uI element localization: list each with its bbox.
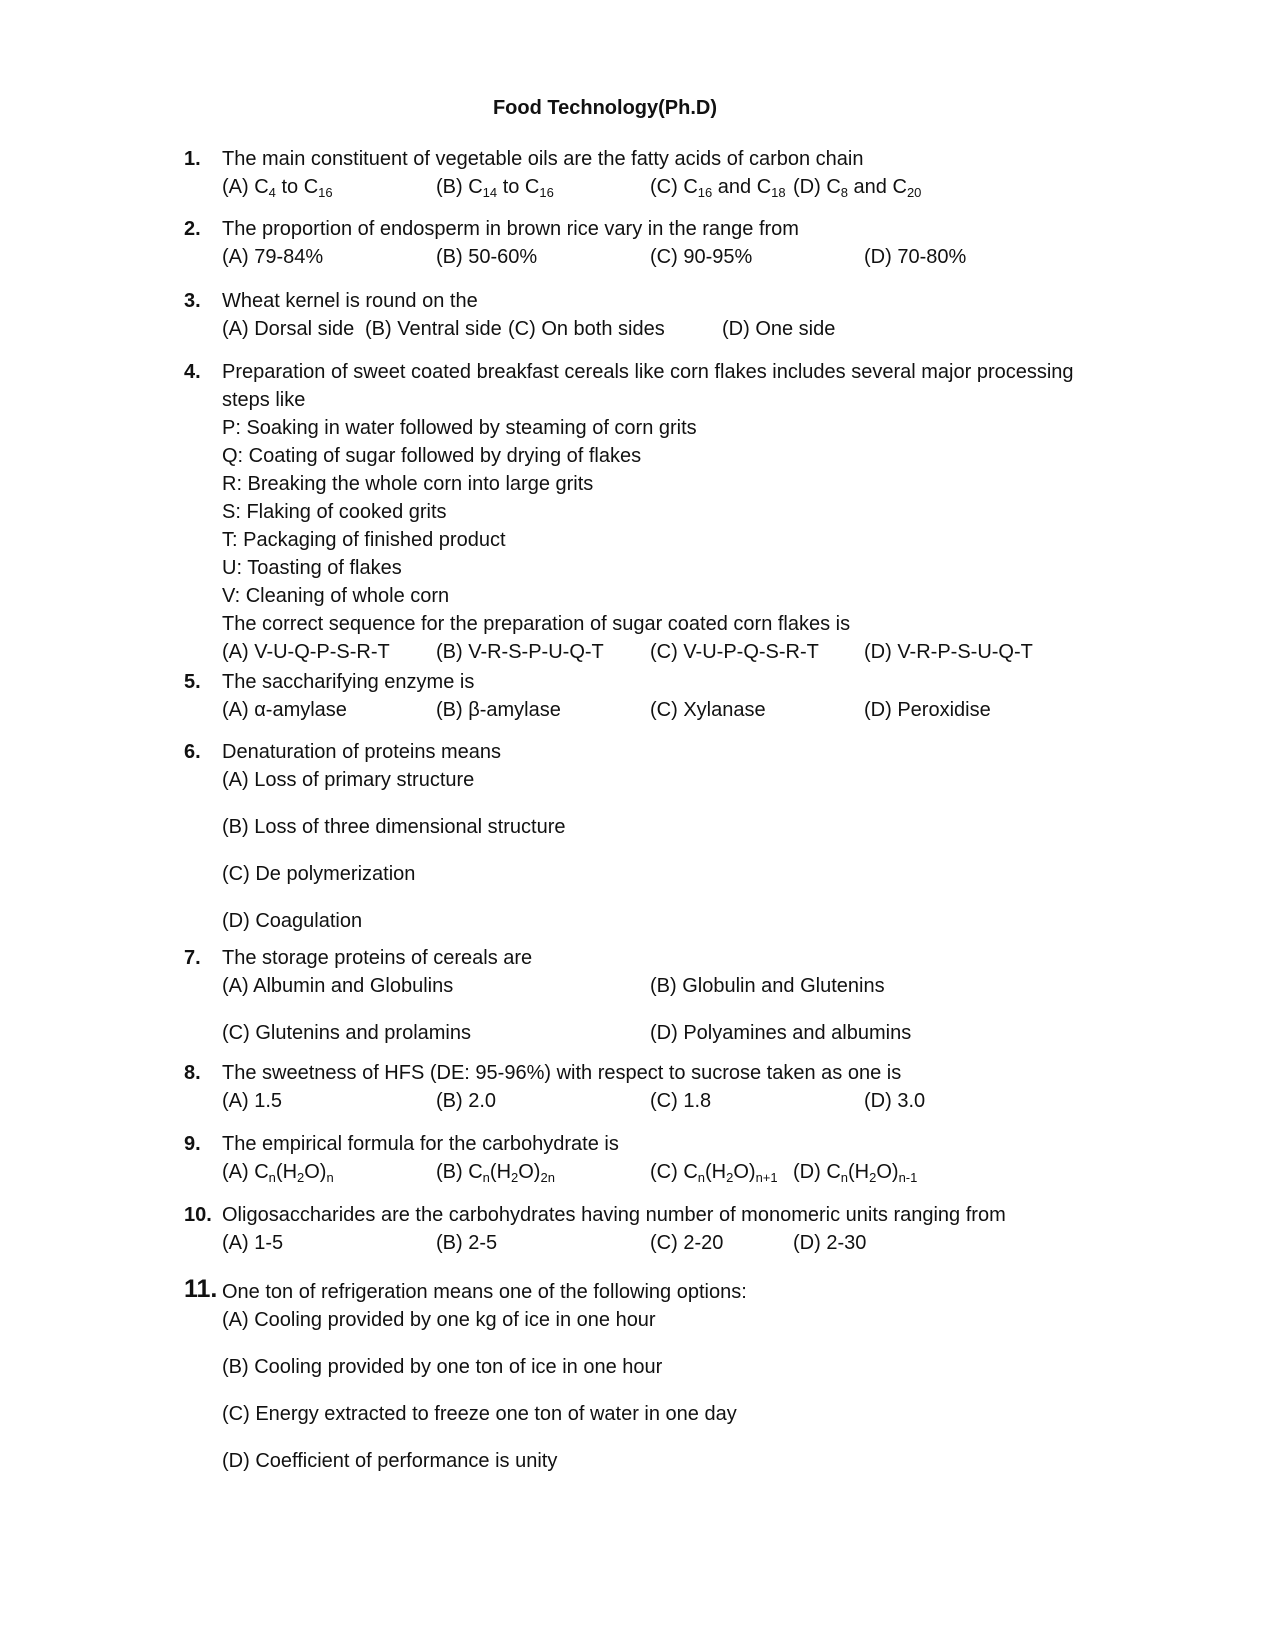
question-2 — [184, 215, 1134, 271]
question-stem: The proportion of endosperm in brown rice vary in the range from — [222, 218, 799, 240]
question-1 — [184, 145, 1134, 201]
question-stem: One ton of refrigeration means one of the following options: — [222, 1281, 747, 1303]
question-stem: Denaturation of proteins means — [222, 741, 502, 763]
step-q: Q: Coating of sugar followed by drying of flakes — [222, 445, 642, 467]
option-d: (D) 2-30 — [793, 1232, 867, 1254]
question-number: 6. — [184, 741, 201, 763]
option-c: (C) Glutenins and prolamins — [222, 1022, 471, 1044]
question-number: 8. — [184, 1062, 201, 1084]
question-number: 5. — [184, 671, 201, 693]
step-t: T: Packaging of finished product — [222, 529, 506, 551]
question-stem: The storage proteins of cereals are — [222, 947, 533, 969]
option-c: (C) 2-20 — [650, 1232, 724, 1254]
step-u: U: Toasting of flakes — [222, 557, 402, 579]
question-stem: The empirical formula for the carbohydrate is — [222, 1133, 619, 1155]
question-number: 10. — [184, 1204, 212, 1226]
question-number: 4. — [184, 361, 201, 383]
option-d: (D) Coagulation — [222, 910, 363, 932]
option-a: (A) $C_4$ to $C_{16}$ — [222, 176, 333, 200]
option-b: (B) $C_n(H_2O)_{2n}$ — [436, 1161, 555, 1185]
option-a: (A) Cooling provided by one kg of ice in one hour — [222, 1309, 656, 1331]
option-b: (B) β-amylase — [436, 699, 561, 721]
option-c: (C) De polymerization — [222, 863, 416, 885]
step-p: P: Soaking in water followed by steaming of corn grits — [222, 417, 697, 439]
option-c: (C) $C_{16}$ and $C_{18}$ — [650, 176, 786, 200]
option-c: (C) V-U-P-Q-S-R-T — [650, 641, 819, 663]
step-r: R: Breaking the whole corn into large grits — [222, 473, 594, 495]
option-b: (B) Loss of three dimensional structure — [222, 816, 566, 838]
question-3 — [184, 287, 1134, 343]
option-a: (A) 79-84% — [222, 246, 324, 268]
option-a: (A) $C_n(H_2O)_n$ — [222, 1161, 334, 1185]
question-5 — [184, 668, 1134, 724]
option-a: (A) 1-5 — [222, 1232, 284, 1254]
option-b: (B) V-R-S-P-U-Q-T — [436, 641, 604, 663]
option-c: (C) Xylanase — [650, 699, 766, 721]
step-s: S: Flaking of cooked grits — [222, 501, 447, 523]
question-stem: Preparation of sweet coated breakfast cereals like corn flakes includes several major processing — [222, 361, 1074, 383]
option-a: (A) 1.5 — [222, 1090, 283, 1112]
option-d: (D) Coefficient of performance is unity — [222, 1450, 558, 1472]
option-a: (A) Dorsal side — [222, 318, 355, 340]
question-7 — [184, 944, 1134, 1047]
option-c: (C) 90-95% — [650, 246, 753, 268]
option-a: (A) V-U-Q-P-S-R-T — [222, 641, 390, 663]
option-b: (B) 2-5 — [436, 1232, 498, 1254]
question-number: 11. — [184, 1275, 218, 1303]
page-title: Food Technology(Ph.D) — [492, 97, 718, 119]
question-8 — [184, 1059, 1134, 1115]
question-stem: Wheat kernel is round on the — [222, 290, 478, 312]
option-d: (D) 70-80% — [864, 246, 967, 268]
option-c: (C) 1.8 — [650, 1090, 712, 1112]
option-c: (C) $C_n(H_2O)_{n+1}$ — [650, 1161, 778, 1185]
option-d: (D) V-R-P-S-U-Q-T — [864, 641, 1033, 663]
option-a: (A) α-amylase — [222, 699, 347, 721]
question-prompt: The correct sequence for the preparation of sugar coated corn flakes is — [222, 613, 851, 635]
option-b: (B) 2.0 — [436, 1090, 497, 1112]
question-number: 7. — [184, 947, 201, 969]
question-number: 9. — [184, 1133, 201, 1155]
question-9 — [184, 1130, 1134, 1186]
question-number: 3. — [184, 290, 201, 312]
option-d: (D) $C_8$ and $C_{20}$ — [793, 176, 922, 200]
option-d: (D) Polyamines and albumins — [650, 1022, 912, 1044]
question-number: 1. — [184, 148, 201, 170]
option-d: (D) Peroxidise — [864, 699, 991, 721]
question-stem: Oligosaccharides are the carbohydrates having number of monomeric units ranging from — [222, 1204, 1006, 1226]
question-number: 2. — [184, 218, 201, 240]
question-4 — [184, 358, 1134, 666]
option-d: (D) $C_n(H_2O)_{n-1}$ — [793, 1161, 918, 1185]
option-c: (C) Energy extracted to freeze one ton of water in one day — [222, 1403, 737, 1425]
option-b: (B) $C_{14}$ to $C_{16}$ — [436, 176, 554, 200]
question-11 — [184, 1275, 1134, 1475]
question-stem: The sweetness of HFS (DE: 95-96%) with respect to sucrose taken as one is — [222, 1062, 902, 1084]
question-stem: The main constituent of vegetable oils are the fatty acids of carbon chain — [222, 148, 864, 170]
question-stem: steps like — [222, 389, 306, 411]
option-d: (D) One side — [722, 318, 836, 340]
option-b: (B) Cooling provided by one ton of ice in one hour — [222, 1356, 663, 1378]
option-d: (D) 3.0 — [864, 1090, 926, 1112]
question-10 — [184, 1201, 1134, 1257]
option-c: (C) On both sides — [508, 318, 665, 340]
option-b: (B) 50-60% — [436, 246, 538, 268]
option-a: (A) Albumin and Globulins — [222, 975, 454, 997]
question-6 — [184, 738, 1134, 935]
option-b: (B) Globulin and Glutenins — [650, 975, 885, 997]
step-v: V: Cleaning of whole corn — [222, 585, 450, 607]
option-b: (B) Ventral side — [365, 318, 502, 340]
question-stem: The saccharifying enzyme is — [222, 671, 475, 693]
option-a: (A) Loss of primary structure — [222, 769, 475, 791]
